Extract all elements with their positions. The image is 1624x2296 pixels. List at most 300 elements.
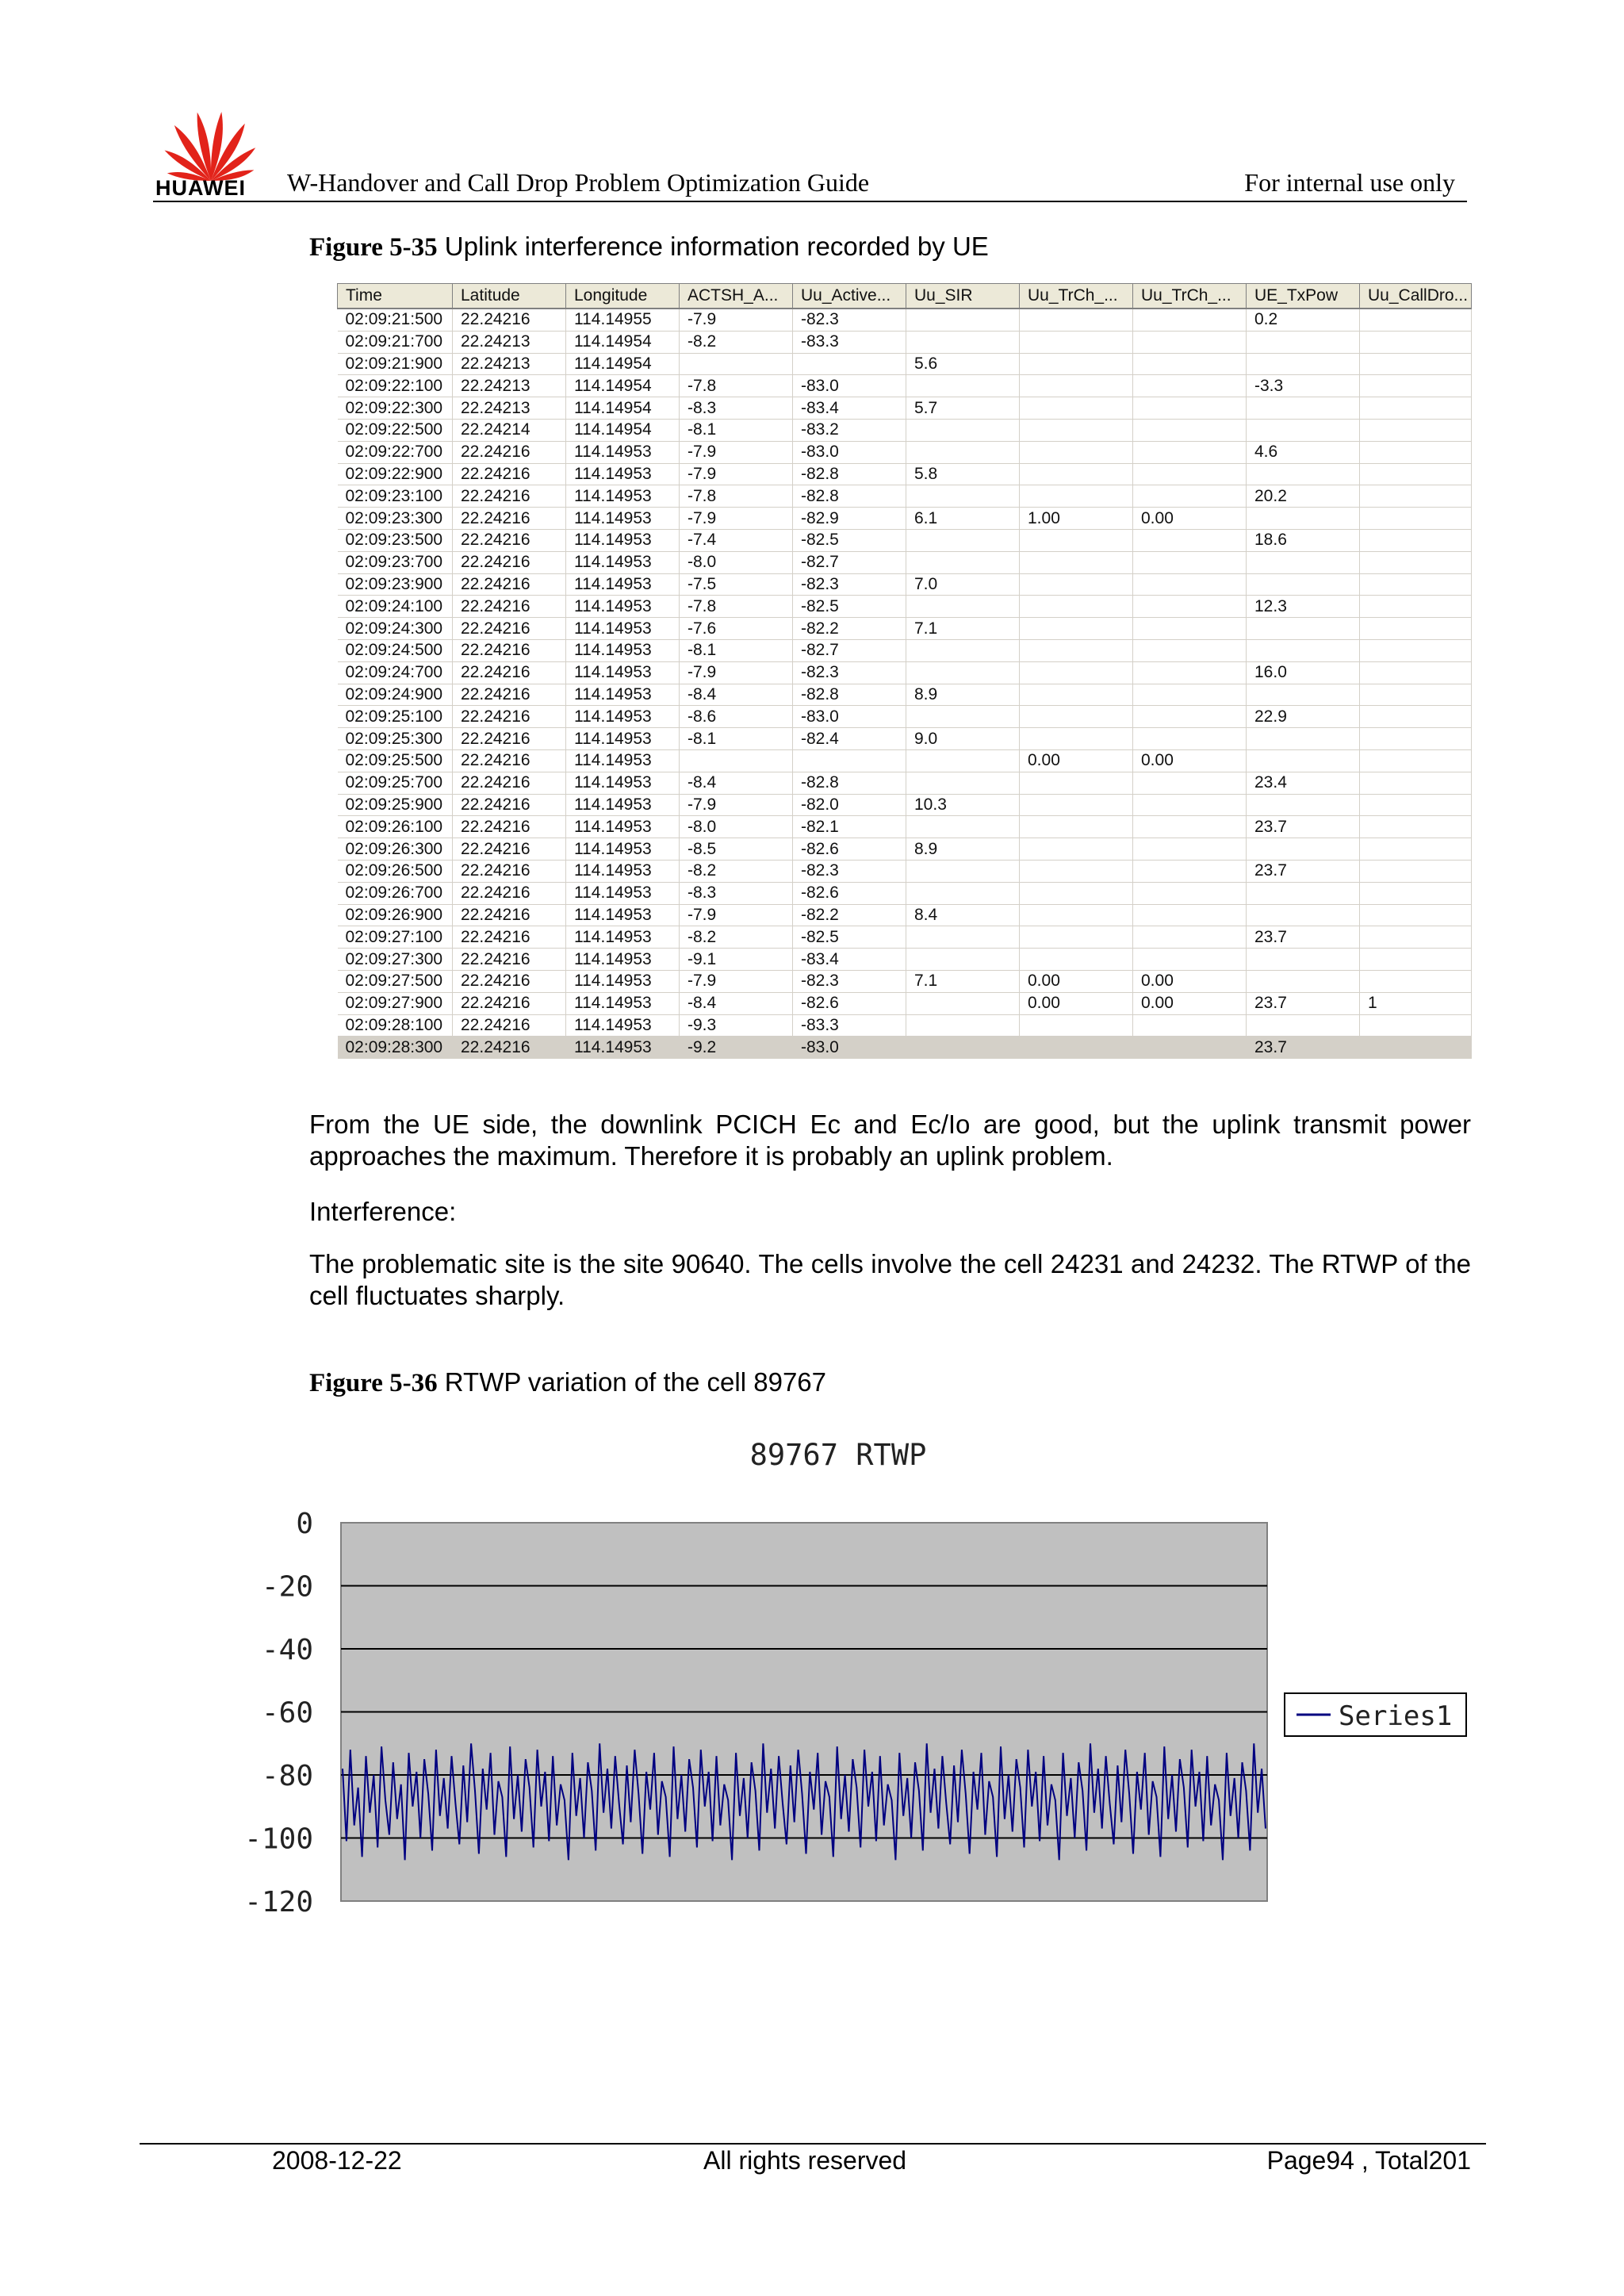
table-cell xyxy=(1133,706,1247,728)
table-cell xyxy=(1133,926,1247,949)
table-cell xyxy=(1020,1014,1133,1037)
table-row[interactable] xyxy=(338,573,1472,596)
table-row[interactable] xyxy=(338,375,1472,397)
table-cell xyxy=(1020,331,1133,353)
table-cell: 114.14954 xyxy=(566,331,680,353)
table-cell: 02:09:21:700 xyxy=(338,331,453,353)
rtwp-chart xyxy=(0,1412,1624,1935)
table-cell: -82.3 xyxy=(793,573,906,596)
table-cell xyxy=(906,706,1020,728)
table-cell xyxy=(1247,618,1360,640)
table-cell: 22.24216 xyxy=(453,441,566,463)
table-cell xyxy=(1360,331,1472,353)
table-row[interactable] xyxy=(338,551,1472,573)
table-cell xyxy=(1247,639,1360,661)
table-row[interactable] xyxy=(338,331,1472,353)
table-row[interactable] xyxy=(338,860,1472,882)
table-cell xyxy=(906,661,1020,684)
table-cell xyxy=(906,749,1020,772)
table-row[interactable] xyxy=(338,397,1472,420)
table-row[interactable] xyxy=(338,728,1472,750)
table-cell: 22.24213 xyxy=(453,397,566,420)
table-cell xyxy=(1020,463,1133,485)
table-cell xyxy=(1020,772,1133,794)
table-cell xyxy=(1020,419,1133,441)
column-header[interactable]: Uu_Active... xyxy=(793,284,906,309)
table-row[interactable] xyxy=(338,904,1472,926)
column-header[interactable]: Uu_SIR xyxy=(906,284,1020,309)
table-cell: 22.24216 xyxy=(453,838,566,861)
table-row[interactable] xyxy=(338,949,1472,971)
table-row[interactable] xyxy=(338,463,1472,485)
table-cell: 114.14953 xyxy=(566,992,680,1014)
table-cell: 02:09:26:300 xyxy=(338,838,453,861)
table-row[interactable] xyxy=(338,661,1472,684)
table-cell: 22.24216 xyxy=(453,926,566,949)
table-cell: -7.9 xyxy=(680,309,793,331)
table-cell: 02:09:23:700 xyxy=(338,551,453,573)
column-header[interactable]: Latitude xyxy=(453,284,566,309)
table-cell: -7.8 xyxy=(680,375,793,397)
table-cell: 02:09:27:900 xyxy=(338,992,453,1014)
table-cell xyxy=(1133,551,1247,573)
table-cell: 22.24216 xyxy=(453,529,566,551)
header-divider xyxy=(153,201,1467,202)
table-cell: 20.2 xyxy=(1247,485,1360,508)
table-cell: 02:09:25:500 xyxy=(338,749,453,772)
table-cell xyxy=(906,949,1020,971)
table-cell: -82.6 xyxy=(793,882,906,904)
table-cell: 114.14953 xyxy=(566,485,680,508)
table-cell xyxy=(1247,508,1360,530)
table-row[interactable] xyxy=(338,992,1472,1014)
table-cell: 1.00 xyxy=(1020,508,1133,530)
table-cell: 22.24216 xyxy=(453,904,566,926)
table-cell xyxy=(906,1014,1020,1037)
table-cell: 114.14953 xyxy=(566,882,680,904)
table-cell xyxy=(1360,904,1472,926)
table-cell: 114.14953 xyxy=(566,508,680,530)
table-cell xyxy=(1247,838,1360,861)
table-cell: 02:09:23:300 xyxy=(338,508,453,530)
table-cell: 0.00 xyxy=(1133,508,1247,530)
table-cell: 22.24216 xyxy=(453,749,566,772)
table-cell: 8.9 xyxy=(906,838,1020,861)
table-cell: -7.5 xyxy=(680,573,793,596)
table-cell: 22.24216 xyxy=(453,1037,566,1059)
figure-number: Figure 5-35 xyxy=(309,233,438,262)
table-cell: -82.7 xyxy=(793,551,906,573)
table-row[interactable] xyxy=(338,749,1472,772)
table-cell xyxy=(1020,949,1133,971)
table-row[interactable] xyxy=(338,926,1472,949)
table-cell: 1 xyxy=(1360,992,1472,1014)
document-title: W-Handover and Call Drop Problem Optimization Guide xyxy=(287,168,870,197)
footer-page-number: Page94 , Total201 xyxy=(1266,2146,1471,2175)
table-cell: 114.14954 xyxy=(566,419,680,441)
table-row[interactable] xyxy=(338,816,1472,838)
table-cell xyxy=(1133,485,1247,508)
table-cell xyxy=(1020,309,1133,331)
table-cell xyxy=(1020,728,1133,750)
table-cell: 114.14953 xyxy=(566,949,680,971)
table-cell: -7.9 xyxy=(680,508,793,530)
table-cell: -9.3 xyxy=(680,1014,793,1037)
table-cell: 0.2 xyxy=(1247,309,1360,331)
table-cell xyxy=(680,749,793,772)
table-cell xyxy=(1020,441,1133,463)
table-cell: 114.14953 xyxy=(566,904,680,926)
table-cell xyxy=(1247,397,1360,420)
table-cell xyxy=(906,860,1020,882)
table-cell xyxy=(1360,684,1472,706)
table-cell: 22.24216 xyxy=(453,970,566,992)
table-cell: 114.14953 xyxy=(566,441,680,463)
table-cell: 22.24216 xyxy=(453,1014,566,1037)
column-header[interactable]: UE_TxPow xyxy=(1247,284,1360,309)
table-cell: 02:09:25:300 xyxy=(338,728,453,750)
y-axis-tick-labels xyxy=(244,1508,313,1918)
table-cell xyxy=(1360,949,1472,971)
chart-title: 89767 RTWP xyxy=(749,1438,927,1472)
table-cell xyxy=(1133,882,1247,904)
table-header-row xyxy=(338,284,1472,309)
table-cell: -82.2 xyxy=(793,904,906,926)
table-cell xyxy=(1360,838,1472,861)
table-cell: 114.14953 xyxy=(566,816,680,838)
table-cell xyxy=(1247,684,1360,706)
table-cell xyxy=(793,749,906,772)
table-cell: 02:09:24:100 xyxy=(338,596,453,618)
footer-rights: All rights reserved xyxy=(703,2146,907,2175)
table-cell xyxy=(906,529,1020,551)
table-cell: 22.24216 xyxy=(453,772,566,794)
table-cell: -3.3 xyxy=(1247,375,1360,397)
table-cell: 12.3 xyxy=(1247,596,1360,618)
table-cell: -8.4 xyxy=(680,684,793,706)
table-cell: 02:09:26:700 xyxy=(338,882,453,904)
y-tick-label: -100 xyxy=(244,1823,313,1856)
table-cell: -8.0 xyxy=(680,816,793,838)
table-cell xyxy=(1133,618,1247,640)
table-cell: -8.3 xyxy=(680,882,793,904)
table-cell xyxy=(1360,1014,1472,1037)
table-cell xyxy=(1360,419,1472,441)
table-cell xyxy=(1020,485,1133,508)
table-cell: 10.3 xyxy=(906,794,1020,816)
table-cell: -7.6 xyxy=(680,618,793,640)
table-cell xyxy=(1247,463,1360,485)
table-cell: 4.6 xyxy=(1247,441,1360,463)
table-cell xyxy=(1360,551,1472,573)
table-row[interactable] xyxy=(338,1014,1472,1037)
table-cell: 114.14953 xyxy=(566,661,680,684)
table-cell: -82.3 xyxy=(793,309,906,331)
table-row[interactable] xyxy=(338,706,1472,728)
table-cell: 0.00 xyxy=(1133,970,1247,992)
column-header[interactable]: Time xyxy=(338,284,453,309)
table-cell: 114.14953 xyxy=(566,772,680,794)
table-cell xyxy=(1020,1037,1133,1059)
table-cell: -82.3 xyxy=(793,661,906,684)
table-cell: 114.14953 xyxy=(566,749,680,772)
table-cell: 02:09:24:300 xyxy=(338,618,453,640)
table-cell: 8.4 xyxy=(906,904,1020,926)
column-header[interactable]: Longitude xyxy=(566,284,680,309)
table-cell: 22.24216 xyxy=(453,485,566,508)
table-cell xyxy=(1133,838,1247,861)
table-cell: -82.6 xyxy=(793,992,906,1014)
table-cell: 22.24216 xyxy=(453,992,566,1014)
footer-divider xyxy=(140,2143,1486,2145)
y-tick-label: -20 xyxy=(261,1570,313,1604)
table-cell: -8.0 xyxy=(680,551,793,573)
table-cell xyxy=(906,926,1020,949)
table-row[interactable] xyxy=(338,772,1472,794)
table-cell xyxy=(1360,573,1472,596)
table-cell: -7.4 xyxy=(680,529,793,551)
table-cell xyxy=(1247,882,1360,904)
table-cell xyxy=(906,596,1020,618)
table-cell: 22.24216 xyxy=(453,618,566,640)
table-row[interactable] xyxy=(338,970,1472,992)
table-cell: 02:09:27:500 xyxy=(338,970,453,992)
table-cell: 114.14953 xyxy=(566,463,680,485)
table-cell: 114.14953 xyxy=(566,551,680,573)
table-row[interactable] xyxy=(338,419,1472,441)
table-row[interactable] xyxy=(338,529,1472,551)
table-row[interactable] xyxy=(338,1037,1472,1059)
table-cell xyxy=(906,551,1020,573)
chart-legend xyxy=(1285,1693,1466,1736)
table-cell: 02:09:25:900 xyxy=(338,794,453,816)
table-cell xyxy=(1133,463,1247,485)
table-cell xyxy=(1247,573,1360,596)
table-cell: 8.9 xyxy=(906,684,1020,706)
table-cell xyxy=(1133,353,1247,375)
table-cell xyxy=(1360,728,1472,750)
table-cell xyxy=(1360,485,1472,508)
table-cell: -82.3 xyxy=(793,970,906,992)
table-cell: -7.9 xyxy=(680,794,793,816)
table-cell xyxy=(1133,816,1247,838)
table-cell: 02:09:26:100 xyxy=(338,816,453,838)
table-row[interactable] xyxy=(338,485,1472,508)
table-cell: 114.14953 xyxy=(566,926,680,949)
y-tick-label: 0 xyxy=(296,1508,313,1540)
table-cell xyxy=(1020,904,1133,926)
table-cell xyxy=(1247,970,1360,992)
table-cell: 02:09:22:300 xyxy=(338,397,453,420)
table-cell xyxy=(1247,794,1360,816)
table-cell: 114.14953 xyxy=(566,1014,680,1037)
table-cell xyxy=(1020,860,1133,882)
table-cell xyxy=(1020,596,1133,618)
table-cell xyxy=(1360,375,1472,397)
table-cell xyxy=(1133,397,1247,420)
table-row[interactable] xyxy=(338,309,1472,331)
table-cell xyxy=(1020,375,1133,397)
table-cell: 02:09:23:900 xyxy=(338,573,453,596)
table-cell: 22.24216 xyxy=(453,949,566,971)
table-cell: -7.8 xyxy=(680,596,793,618)
table-row[interactable] xyxy=(338,508,1472,530)
table-cell: 22.24216 xyxy=(453,639,566,661)
table-row[interactable] xyxy=(338,838,1472,861)
table-cell xyxy=(1360,794,1472,816)
table-cell xyxy=(906,772,1020,794)
table-cell: 02:09:24:700 xyxy=(338,661,453,684)
column-header[interactable]: Uu_TrCh_... xyxy=(1133,284,1247,309)
table-cell xyxy=(1360,749,1472,772)
table-cell: 114.14955 xyxy=(566,309,680,331)
table-cell: 22.24216 xyxy=(453,816,566,838)
table-cell: 02:09:21:900 xyxy=(338,353,453,375)
table-cell: 22.24214 xyxy=(453,419,566,441)
table-cell: -82.5 xyxy=(793,596,906,618)
table-cell xyxy=(1247,749,1360,772)
table-cell xyxy=(1133,596,1247,618)
table-cell: 02:09:21:500 xyxy=(338,309,453,331)
table-cell: 23.7 xyxy=(1247,1037,1360,1059)
table-cell: 114.14953 xyxy=(566,794,680,816)
table-row[interactable] xyxy=(338,618,1472,640)
table-cell xyxy=(1133,772,1247,794)
table-cell: 5.8 xyxy=(906,463,1020,485)
table-cell: 22.24216 xyxy=(453,309,566,331)
table-row[interactable] xyxy=(338,882,1472,904)
table-cell: -82.2 xyxy=(793,618,906,640)
column-header[interactable]: Uu_TrCh_... xyxy=(1020,284,1133,309)
table-cell xyxy=(906,375,1020,397)
table-row[interactable] xyxy=(338,596,1472,618)
table-cell xyxy=(906,992,1020,1014)
table-cell: 5.7 xyxy=(906,397,1020,420)
table-cell xyxy=(1247,728,1360,750)
table-cell: 22.24216 xyxy=(453,860,566,882)
table-cell xyxy=(1020,838,1133,861)
table-cell: 02:09:26:500 xyxy=(338,860,453,882)
table-cell: 02:09:23:500 xyxy=(338,529,453,551)
table-cell: -8.1 xyxy=(680,728,793,750)
table-cell: 7.0 xyxy=(906,573,1020,596)
table-row[interactable] xyxy=(338,684,1472,706)
table-cell: -82.8 xyxy=(793,684,906,706)
table-cell: 114.14953 xyxy=(566,618,680,640)
table-cell xyxy=(1020,882,1133,904)
column-header[interactable]: ACTSH_A... xyxy=(680,284,793,309)
table-row[interactable] xyxy=(338,441,1472,463)
table-cell xyxy=(1133,441,1247,463)
table-cell: 22.24216 xyxy=(453,661,566,684)
table-cell xyxy=(1247,353,1360,375)
table-cell: -8.4 xyxy=(680,992,793,1014)
table-cell: -7.9 xyxy=(680,904,793,926)
table-row[interactable] xyxy=(338,353,1472,375)
table-cell: 114.14954 xyxy=(566,397,680,420)
footer-date: 2008-12-22 xyxy=(272,2146,402,2175)
table-cell: 02:09:22:500 xyxy=(338,419,453,441)
table-cell: 23.4 xyxy=(1247,772,1360,794)
table-cell: -83.0 xyxy=(793,441,906,463)
table-cell: 0.00 xyxy=(1020,970,1133,992)
table-cell xyxy=(1133,419,1247,441)
table-row[interactable] xyxy=(338,794,1472,816)
table-cell xyxy=(1020,661,1133,684)
column-header[interactable]: Uu_CallDro... xyxy=(1360,284,1472,309)
table-cell: 22.24216 xyxy=(453,882,566,904)
table-cell xyxy=(1360,529,1472,551)
table-cell: -82.8 xyxy=(793,485,906,508)
table-cell xyxy=(1133,684,1247,706)
table-cell xyxy=(1020,706,1133,728)
table-cell: -9.1 xyxy=(680,949,793,971)
table-cell: -8.1 xyxy=(680,419,793,441)
table-cell xyxy=(1360,970,1472,992)
table-cell xyxy=(1360,706,1472,728)
table-cell xyxy=(1360,596,1472,618)
table-cell xyxy=(1133,661,1247,684)
table-cell: 02:09:28:300 xyxy=(338,1037,453,1059)
table-cell xyxy=(1360,772,1472,794)
table-cell xyxy=(1360,661,1472,684)
table-cell: 22.24216 xyxy=(453,728,566,750)
table-cell: 5.6 xyxy=(906,353,1020,375)
table-cell: 22.9 xyxy=(1247,706,1360,728)
table-cell xyxy=(1020,618,1133,640)
table-cell: 7.1 xyxy=(906,618,1020,640)
table-cell: 22.24216 xyxy=(453,551,566,573)
table-row[interactable] xyxy=(338,639,1472,661)
table-cell xyxy=(906,309,1020,331)
table-cell: 02:09:26:900 xyxy=(338,904,453,926)
y-tick-label: -120 xyxy=(244,1886,313,1918)
table-cell: 0.00 xyxy=(1133,992,1247,1014)
table-cell: 114.14954 xyxy=(566,375,680,397)
table-cell xyxy=(1133,529,1247,551)
table-cell: 02:09:23:100 xyxy=(338,485,453,508)
table-cell: 02:09:25:700 xyxy=(338,772,453,794)
table-cell: 0.00 xyxy=(1020,992,1133,1014)
table-cell: -8.1 xyxy=(680,639,793,661)
table-cell: 22.24213 xyxy=(453,375,566,397)
table-cell: -83.0 xyxy=(793,1037,906,1059)
table-cell: 23.7 xyxy=(1247,860,1360,882)
table-cell xyxy=(906,1037,1020,1059)
ue-log-table xyxy=(337,283,1471,1059)
table-cell xyxy=(1247,331,1360,353)
figure-caption-2 xyxy=(309,1367,826,1398)
table-cell: 114.14953 xyxy=(566,573,680,596)
table-cell: 22.24216 xyxy=(453,508,566,530)
table-cell xyxy=(1360,639,1472,661)
table-cell: 22.24216 xyxy=(453,463,566,485)
table-cell xyxy=(1133,728,1247,750)
table-cell xyxy=(1360,397,1472,420)
table-cell: -82.8 xyxy=(793,463,906,485)
table-cell xyxy=(1360,441,1472,463)
table-cell: 22.24216 xyxy=(453,794,566,816)
table-cell: -7.9 xyxy=(680,661,793,684)
table-cell: -82.1 xyxy=(793,816,906,838)
table-cell xyxy=(906,816,1020,838)
table-cell: 02:09:24:900 xyxy=(338,684,453,706)
table-cell xyxy=(1020,639,1133,661)
table-cell xyxy=(906,419,1020,441)
table-cell xyxy=(1133,639,1247,661)
table-cell: 114.14953 xyxy=(566,596,680,618)
table-cell: 114.14953 xyxy=(566,728,680,750)
